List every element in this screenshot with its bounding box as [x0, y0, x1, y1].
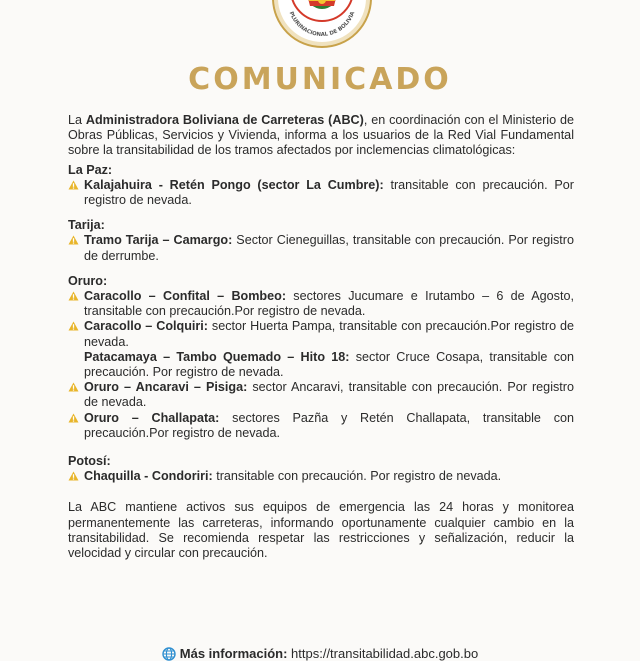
section-oruro: Oruro: — [68, 273, 108, 288]
route-detail: transitable con precaución. Por registro de nevada. — [84, 177, 574, 208]
route-name: Patacamaya – Tambo Quemado – Hito 18: — [84, 349, 350, 364]
warning-icon — [68, 471, 79, 481]
svg-text:PLURINACIONAL DE BOLIVIA: PLURINACIONAL DE BOLIVIA — [287, 10, 357, 39]
route-name: Kalajahuira - Retén Pongo (sector La Cumbre): — [84, 177, 384, 192]
intro-after: , en coordinación con el Ministerio de Obras Públicas, Servicios y Vivienda, informa a los usuarios de la Red Vial Fundamental sobre la transitabilidad de los tramos afectados por inclemencias climatológicas: — [68, 113, 574, 158]
more-info-link[interactable]: https://transitabilidad.abc.gob.bo — [291, 646, 479, 661]
route-detail: sector Ancaravi, transitable con precaución. Por registro de nevada. — [84, 380, 574, 410]
warning-icon — [68, 382, 79, 392]
warning-icon — [68, 321, 79, 331]
route-name: Oruro – Challapata: — [84, 410, 220, 425]
route-name: Caracollo – Confital – Bombeo: — [84, 289, 287, 304]
communique-body — [68, 113, 574, 561]
intro-before: La — [68, 113, 86, 127]
warning-icon — [68, 413, 79, 423]
route-item — [68, 289, 574, 319]
route-item — [68, 233, 574, 263]
route-item — [68, 469, 574, 484]
section-potosi: Potosí: — [68, 454, 111, 469]
intro-paragraph — [68, 113, 574, 159]
route-item — [68, 350, 574, 380]
route-detail: sector Cruce Cosapa, transitable con precaución. Por registro de nevada. — [84, 349, 574, 380]
more-info-label: Más información: — [179, 646, 288, 661]
route-name: Oruro – Ancaravi – Pisiga: — [84, 380, 248, 395]
seal-ring-text — [274, 0, 370, 46]
warning-icon — [68, 180, 79, 190]
section-la-paz: La Paz: — [68, 162, 113, 177]
page-title: COMUNICADO — [188, 62, 452, 97]
bolivia-seal-logo — [272, 0, 372, 48]
route-item — [68, 411, 574, 441]
closing-paragraph: La ABC mantiene activos sus equipos de emergencia las 24 horas y monitorea permanentemente las carreteras, informando oportunamente cualquier cambio en la transitabilidad. Se recomienda respetar las restricciones y señalización, reducir la velocidad y circular con precaución. — [68, 500, 574, 561]
route-detail: sector Huerta Pampa, transitable con precaución.Por registro de nevada. — [84, 319, 574, 349]
warning-icon — [68, 235, 79, 245]
route-item — [68, 319, 574, 349]
route-detail: Sector Cieneguillas, transitable con precaución. Por registro de derrumbe. — [84, 233, 575, 263]
route-detail: transitable con precaución. Por registro de nevada. — [212, 469, 502, 484]
globe-icon — [162, 647, 176, 661]
route-item — [68, 380, 574, 410]
route-detail: sectores Jucumare e Irutambo – 6 de Agosto, transitable con precaución.Por registro de nevada. — [84, 289, 574, 319]
route-item — [68, 178, 574, 208]
warning-icon — [68, 291, 79, 301]
intro-org: Administradora Boliviana de Carreteras (ABC) — [85, 113, 364, 127]
route-name: Chaquilla - Condoriri: — [84, 469, 213, 484]
route-name: Caracollo – Colquiri: — [84, 319, 209, 334]
route-name: Tramo Tarija – Camargo: — [84, 233, 233, 248]
route-detail: sectores Pazña y Retén Challapata, transitable con precaución.Por registro de nevada. — [84, 410, 574, 440]
more-info-line — [0, 646, 640, 661]
section-tarija: Tarija: — [68, 218, 105, 233]
